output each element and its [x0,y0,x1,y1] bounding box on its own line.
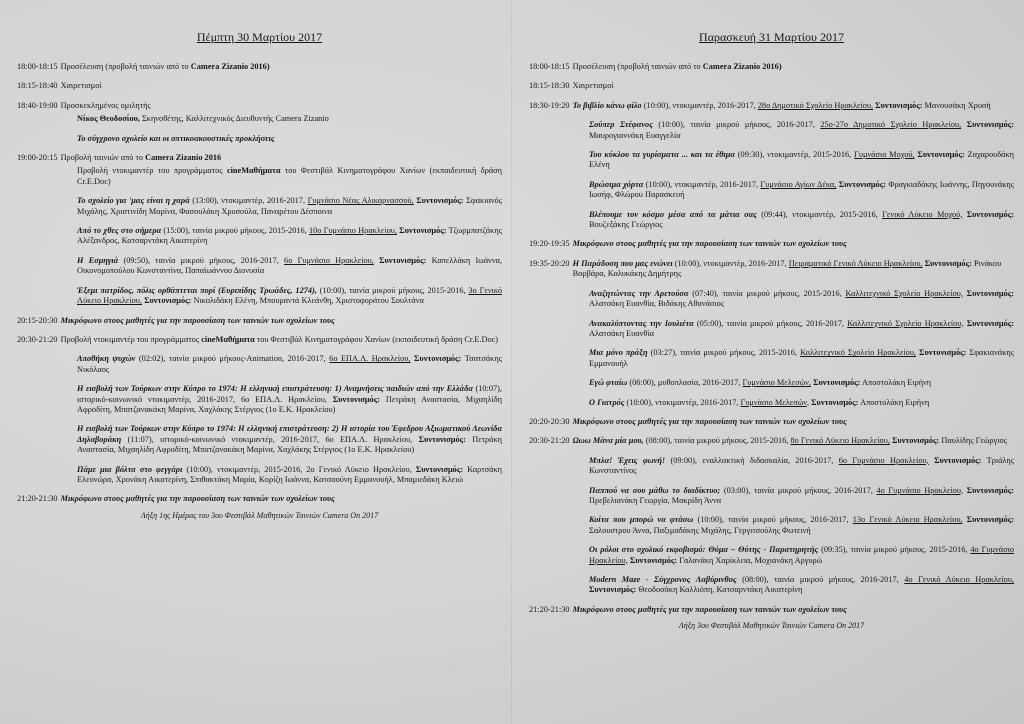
film-entry: Μια μόνο πράξη (03:27), ταινία μικρού μήκους, 2015-2016, Καλλιτεχνικό Σχολείο Ηρακλείου, Συντονισμός: Σφακιανάκης Εμμανουήλ [589,348,1015,368]
film-title: Σούπερ Στέφανος [589,120,653,130]
time-slot: 20:30-21:20 [17,334,58,344]
school-link: Γυμνάσιο Αγίων Δέκα, [760,179,837,189]
film-entry: Αναζητώντας την Αρετούσα (07:40), ταινία μικρού μήκους, 2015-2016, Καλλιτεχνικό Σχολείο Ηρακλείου, Συντονισμός: Αλατσάκη Ευανθία, Βιδάκης Αθανάσιος [589,288,1014,309]
film-title: Ο Γιατρός [589,397,625,407]
film-title: Αποθήκη ψυχών [77,354,136,364]
school-link: Καλλιτεχνικό Σχολείο Ηρακλείου, [847,318,964,328]
film-title: Η Εσμηγιά [77,255,119,265]
film-title: Η εισβολή των Τούρκων στην Κύπρο το 1974: Η ελληνική επιστράτευση: 1) Αναμνήσεις παιδιών από την Ελλάδα [77,384,473,394]
time-slot: 18:40-19:00 [17,100,58,110]
time-slot: 20:15-20:30 [17,315,58,325]
film-entry: Modern Maze - Σύγχρονος Λαβύρινθος (08:00), ταινία μικρού μήκους, 2016-2017, 4ο Γενικό Λύκειο Ηρακλείου, Συντονισμός: Θεοδοσάκη Καλλιόπη, Κατσαρντάκη Αικατερίνη [589,575,1015,595]
film-title: Του κύκλου τα γυρίσματα ... και τα έθιμα [589,150,735,160]
film-title: Η Παράδοση που μας ενώνει [572,258,673,268]
film-title: Αναζητώντας την Αρετούσα [589,288,689,298]
school-link: Γυμνάσιο Μελεσών, [740,397,810,407]
schedule-row: 20:30-21:20 Ωωω Μάνα μία μου, (08:00), ταινία μικρού μήκους, 2015-2016, 8ο Γενικό Λύκειο Ηρακλείου, Συντονισμός: Παυλίδης Γεώργιος [529,436,1007,446]
school-link: Γυμνάσιο Νέας Αλικαρνασσού, [307,196,414,206]
speaker-topic: Το σύγχρονο σχολείο και οι οπτικοακουστικές προκλήσεις [77,133,275,143]
schedule-row: 21:20-21:30 Μικρόφωνο στους μαθητές για την παρουσίαση των ταινιών των σχολείων τους [529,604,847,614]
film-title: Εγώ φταίω [589,378,628,388]
school-link: 10ο Γυμνάσιο Ηρακλείου, [308,226,397,236]
speaker [17,114,502,124]
time-slot: 18:15-18:40 [17,81,58,91]
schedule-row [17,81,502,91]
film-title: Η εισβολή των Τούρκων στην Κύπρο το 1974: Η ελληνική επιστράτευση: 2) Η ιστορία του Έφεδρου Αξιωματικού Λεωνίδα Δηλαβοράκη [77,424,502,444]
film-title: Ωωω Μάνα μία μου, [572,436,644,446]
row-bold: Camera Zizanio 2016) [190,62,270,71]
schedule-row: 19:35-20:20 Η Παράδοση που μας ενώνει (10:00), ντοκιμαντέρ, 2016-2017, Πειραματικό Γενικό Λύκειο Ηρακλείου, Συντονισμός: Ρινάκου Βαρβάρα, Καλυκάκης Δημήτρης [529,258,1002,279]
film-entry: Έξεμι πατρίδος, πόλις ορθάπτεται πυρί (Ευριπίδης Τρωάδες, 1274), (10:00), ταινία μικρού μήκους, 2015-2016, 3ο Γενικό Λύκειο Ηρακλείου, Συντονισμός: Νικολιδάκη Ελένη, Μπουραντά Κλεάνθη, Χριστοφοράτου Σουλτάνα [77,285,502,306]
day-title: Πέμπτη 30 Μαρτίου 2017 [196,30,323,44]
film-title: Βλέπουμε τον κόσμο μέσα από τα μάτια σας [589,209,757,219]
film-title: Βρώσιμα χόρτα [589,179,644,189]
film-title: Μπλα! Έχεις φωνή! [589,455,666,465]
film-entry: Το σχολείο για 'μας είναι η χαρά (13:00), ντοκιμαντέρ, 2016-2017, Γυμνάσιο Νέας Αλικαρνασσού, Συντονισμός: Σφακιανός Μιχάλης, Χριστινίδη Μαρίνα, Φασουλάκη Χρυσούλα, Παναρέτου Δέσποινα [77,196,502,216]
friday-column [512,0,1024,724]
block-intro: Προβολή ντοκιμαντέρ του προγράμματος cineΜαθήματα του Φεστιβάλ Κινηματογράφου Χανίων (εκπαιδευτική δράση Cr.E.Doc) [77,166,502,186]
school-link: Πειραματικό Γενικό Λύκειο Ηρακλείου, [788,258,923,268]
schedule-row: 18:00-18:15 Προσέλευση (προβολή ταινιών από το Camera Zizanio 2016) [529,62,782,71]
school-link: Γυμνάσιο Μοχού, [854,150,915,160]
school-link: 6ο Γυμνάσιο Ηρακλείου, [838,455,929,465]
time-slot: 20:30-21:20 [529,436,570,446]
film-title: Πάμε μια βόλτα στο φεγγάρι [77,464,183,474]
time-slot: 18:00-18:15 [529,62,570,71]
film-entry: Βλέπουμε τον κόσμο μέσα από τα μάτια σας (09:44), ντοκιμαντέρ, 2015-2016, Γενικό Λύκειο Μοχού, Συντονισμός: Βουζεξάκης Γεώργιος [589,209,1015,230]
school-link: 25ο-27ο Δημοτικό Σχολείο Ηρακλείου, [820,120,962,130]
film-entry: Ο Γιατρός (10:00), ντοκιμαντέρ, 2016-2017, Γυμνάσιο Μελεσών, Συντονισμός: Αποστολάκη Ειρήνη [589,397,930,407]
school-link: Καλλιτεχνικό Σχολείο Ηρακλείου, [800,348,917,358]
school-link: Γενικό Λύκειο Μοχού, [882,209,963,219]
film-title: Μια μόνο πράξη [589,348,648,358]
film-entry: Βρώσιμα χόρτα (10:00), ντοκιμαντέρ, 2016-2017, Γυμνάσιο Αγίων Δέκα, Συντονισμός: Φραγκιαδάκης Ιωάννης, Πηγουνάκης Ιωσήφ, Φλώρου Παρασκευή [589,179,1015,200]
schedule-row: 18:30-19:20 Το βιβλίο κάνω φίλο (10:00), ντοκιμαντέρ, 2016-2017, 28ο Δημοτικό Σχολείο Ηρακλείου, Συντονισμός: Μανουσάκη Χρυσή [529,100,991,110]
schedule-row [17,101,502,111]
closing-note: Λήξη 1ης Ημέρας του 3ου Φεστιβάλ Μαθητικών Ταινιών Camera On 2017 [140,510,379,520]
film-title: Παππού να σου μάθω το διαδίκτυο; [589,485,721,495]
school-link: 6ο Γυμνάσιο Ηρακλείου, [284,255,374,265]
film-entry: Αποθήκη ψυχών (02:02), ταινία μικρού μήκους-Animation, 2016-2017, 6ο ΕΠΑ.Λ. Ηρακλείου, Συντονισμός: Τσατσάκης Νικόλαος [77,354,502,374]
time-slot: 21:20-21:30 [17,494,58,504]
time-slot: 18:30-19:20 [529,100,570,110]
row-text: Προσκεκλημένος ομιλητής [60,100,151,110]
school-link: 4ο Γυμνάσιο Ηρακλείου, [876,485,964,495]
row-text: Χαιρετισμοί [60,81,102,91]
film-title: Το σχολείο για 'μας είναι η χαρά [77,196,190,206]
school-link: 6ο ΕΠΑ.Λ. Ηρακλείου, [329,354,411,364]
day-title: Παρασκευή 31 Μαρτίου 2017 [699,30,844,44]
schedule-row: 19:20-19:35 Μικρόφωνο στους μαθητές για την παρουσίαση των ταινιών των σχολείων τους [529,239,847,249]
school-link: 8ο Γενικό Λύκειο Ηρακλείου, [790,436,890,446]
school-link: 28ο Δημοτικό Σχολείο Ηρακλείου, [757,100,874,110]
schedule-row: 20:20-20:30 Μικρόφωνο στους μαθητές για την παρουσίαση των ταινιών των σχολείων τους [529,416,847,426]
film-entry: Ανακαλύπτοντας την Ιουλιέτα (05:00), ταινία μικρού μήκους, 2016-2017, Καλλιτεχνικό Σχολείο Ηρακλείου, Συντονισμός: Αλατσάκη Ευανθία [589,318,1015,338]
film-entry: Από το χθες στο σήμερα (15:00), ταινία μικρού μήκους, 2015-2016, 10ο Γυμνάσιο Ηρακλείου, Συντονισμός: Τζωρμπατζάκης Αλέξανδρος, Κατσαρντάκη Αικατερίνη [77,226,502,246]
film-entry: Κοίτα που μπορώ να φτάσω (10:00), ταινία μικρού μήκους, 2016-2017, 13ο Γενικό Λύκειο Ηρακλείου, Συντονισμός: Σαλουστρου Άννα, Παξιμαδάκης Μιχάλης, Γεργιτσούλης Φωτεινή [589,515,1014,535]
film-entry: Πάμε μια βόλτα στο φεγγάρι (10:00), ντοκιμαντέρ, 2015-2016, 2ο Γενικό Λύκειο Ηρακλείου, Συντονισμός: Καρτσάκη Ελεονώρα, Χρονάκη Αικατερίνη, Σπιθακτάκη Μαρία, Κορίζη Ιωάννα, Κατσαούνη Εμμανουήλ, Μπαμιεδάκη Κλειώ [77,464,503,484]
school-link: 4ο Γενικό Λύκειο Ηρακλείου, [904,575,1015,584]
school-link: 13ο Γενικό Λύκειο Ηρακλείου, [852,515,963,525]
film-entry: Σούπερ Στέφανος (10:00), ταινία μικρού μήκους, 2016-2017, 25ο-27ο Δημοτικό Σχολείο Ηρακλείου, Συντονισμός: Μαυρογιαννάκη Ευαγγελία [589,120,1015,140]
time-slot: 21:20-21:30 [529,604,570,614]
school-link: Γυμνάσιο Μελεσών, [742,378,811,388]
time-slot: 18:00-18:15 [17,62,58,71]
school-link: Καλλιτεχνικό Σχολείο Ηρακλείου, [845,288,963,298]
film-entry: Η εισβολή των Τούρκων στην Κύπρο το 1974: Η ελληνική επιστράτευση: 2) Η ιστορία του Έφεδρου Αξιωματικού Λεωνίδα Δηλαβοράκη (11:07), ιστορικό-κοινωνικό ντοκιμαντέρ, 2016-2017, 6ο ΕΠΑ.Λ. Ηρακλείου, Συντονισμός: Πετράκη Αναστασία, Μιχαηλίδη Αφροδίτη, Μπατζανακάκη Μαρίνα, Χαχλάκης Στέργιος (1ο Ε.Κ. Ηρακλείου) [77,424,503,455]
schedule-row: 20:30-21:20 Προβολή ντοκιμαντέρ του προγράμματος cineΜαθήματα του Φεστιβάλ Κινηματογράφου Χανίων (εκπαιδευτική δράση Cr.E.Doc) [17,334,499,344]
film-entry: Η Εσμηγιά (09:50), ταινία μικρού μήκους, 2016-2017, 6ο Γυμνάσιο Ηρακλείου, Συντονισμός: Καπελλάκη Ιωάννα, Οικονομοπούλου Κωνσταντίνα, Παπαϊωάννου Διονυσία [77,255,502,276]
time-slot: 18:15-18:30 [529,81,570,91]
time-slot: 19:20-19:35 [529,239,570,249]
film-entry: Η εισβολή των Τούρκων στην Κύπρο το 1974: Η ελληνική επιστράτευση: 1) Αναμνήσεις παιδιών από την Ελλάδα (10:07), ιστορικό-κοινωνικό ντοκιμαντέρ, 2016-2017, 6ο ΕΠΑ.Λ. Ηρακλείου, Συντονισμός: Πετράκη Αναστασία, Μιχαηλίδη Αφροδίτη, Μπατζανακάκη Μαρίνα, Χαχλάκης Στέργιος (1ο Ε.Κ. Ηρακλείου) [77,384,502,414]
film-title: Κοίτα που μπορώ να φτάσω [589,515,694,525]
film-entry: Εγώ φταίω (06:00), μυθοπλασία, 2016-2017, Γυμνάσιο Μελεσών, Συντονισμός: Αποστολάκη Ειρήνη [589,378,932,388]
schedule-row: 20:15-20:30 Μικρόφωνο στους μαθητές για την παρουσίαση των ταινιών των σχολείων τους [17,315,335,325]
row-text: Προσέλευση (προβολή ταινιών από το [60,62,189,71]
film-title: Ανακαλύπτοντας την Ιουλιέτα [589,318,694,328]
schedule-row: 21:20-21:30 Μικρόφωνο στους μαθητές για την παρουσίαση των ταινιών των σχολείων τους [17,494,335,504]
film-title: Οι ρόλοι στο σχολικό εκφοβισμό: Θύμα – Θύτης - Παρατηρητής [589,545,819,555]
school-link: 4ο Γυμνάσιο Ηρακλείου, [589,545,1014,565]
film-title: Το βιβλίο κάνω φίλο [572,100,642,110]
school-link: 3ο Γενικό Λύκειο Ηρακλείου, [77,285,502,306]
film-title: Έξεμι πατρίδος, πόλις ορθάπτεται πυρί (Ευριπίδης Τρωάδες, 1274), [77,285,317,295]
film-entry: Οι ρόλοι στο σχολικό εκφοβισμό: Θύμα – Θύτης - Παρατηρητής (09:35), ταινία μικρού μήκους, 2015-2016, 4ο Γυμνάσιο Ηρακλείου, Συντονισμός: Γαλανάκη Χαρίκλεια, Μοχιανάκη Αργυρώ [589,545,1014,565]
film-entry: Μπλα! Έχεις φωνή! (09:00), εναλλακτική διδασκαλία, 2016-2017, 6ο Γυμνάσιο Ηρακλείου, Συντονισμός: Τριάλης Κωνσταντίνος [589,455,1014,476]
film-entry: Του κύκλου τα γυρίσματα ... και τα έθιμα (09:30), ντοκιμαντέρ, 2015-2016, Γυμνάσιο Μοχού, Συντονισμός: Ζαχαρουδάκη Ελένη [589,150,1014,170]
closing-note: Λήξη 3ου Φεστιβάλ Μαθητικών Ταινιών Camera On 2017 [678,621,865,631]
schedule-row: 18:15-18:30 Χαιρετισμοί [529,81,614,91]
schedule-row [17,62,502,72]
schedule-row: 19:00-20:15 Προβολή ταινιών από το Camera Zizanio 2016 [17,153,222,163]
speaker-role: Σκηνοθέτης, Καλλιτεχνικός Διευθυντής Camera Zizanio [141,114,329,124]
film-title: Modern Maze - Σύγχρονος Λαβύρινθος [589,575,737,584]
time-slot: 19:35-20:20 [529,258,570,268]
time-slot: 20:20-20:30 [529,416,570,426]
time-slot: 19:00-20:15 [17,153,58,163]
film-title: Από το χθες στο σήμερα [77,226,162,236]
film-entry: Παππού να σου μάθω το διαδίκτυο; (03:00), ταινία μικρού μήκους, 2016-2017, 4ο Γυμνάσιο Ηρακλείου, Συντονισμός: Πρεβελιανάκη Γεωργία, Μακρίδη Άννα [589,485,1014,505]
speaker-name: Νίκος Θεοδοσίου, [77,114,140,124]
